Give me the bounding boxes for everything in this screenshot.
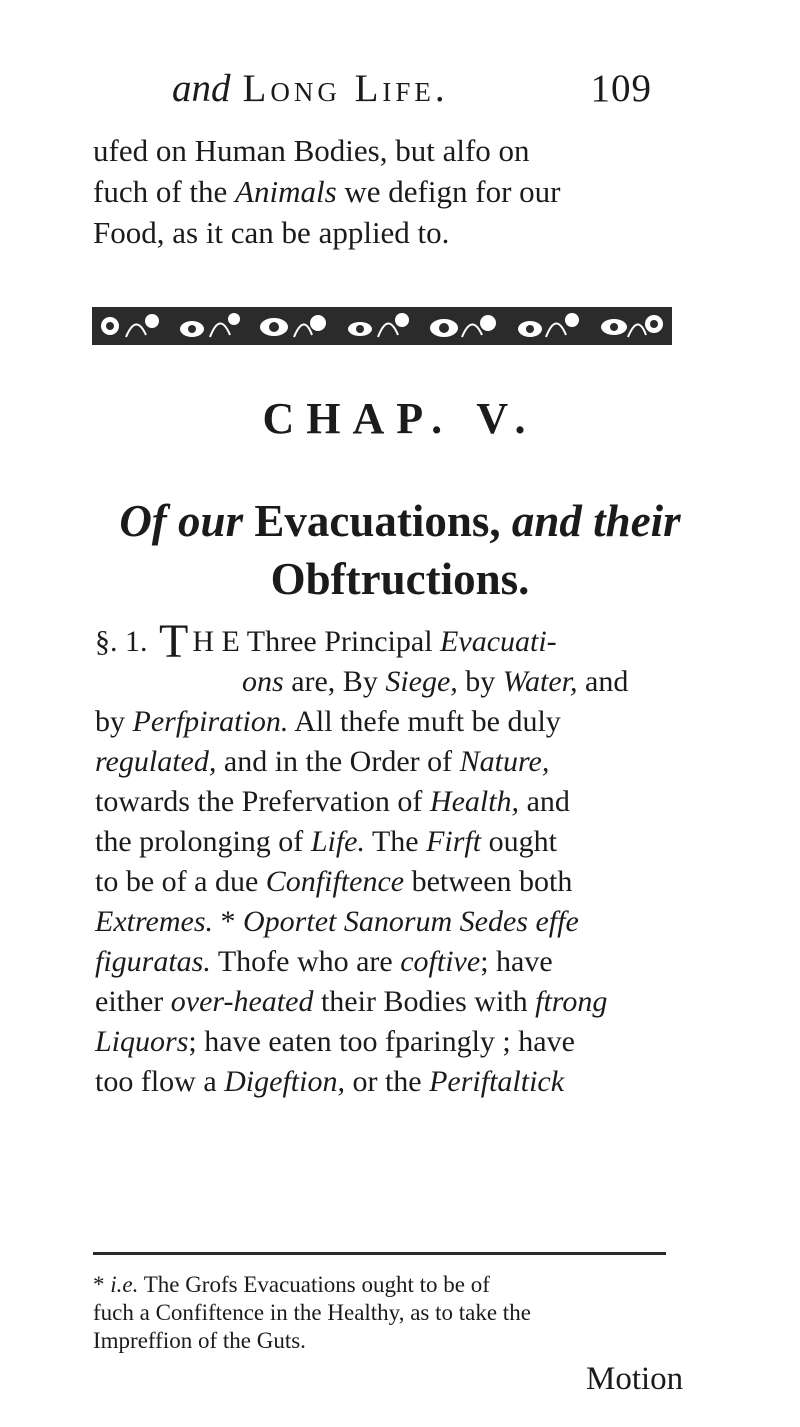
italic-run: Animals (235, 174, 337, 209)
italic-run: over-heated (170, 985, 314, 1018)
text-line (95, 862, 675, 902)
decorative-band-ornament-icon (92, 307, 672, 345)
text-run: ought (481, 825, 557, 858)
drop-cap: T (159, 615, 189, 668)
body-paragraph (95, 615, 675, 1102)
running-head (172, 66, 652, 114)
text-run: ufed on Human Bodies, but alfo on (93, 133, 530, 168)
text-line (95, 822, 675, 862)
text-line (95, 702, 675, 742)
text-line (95, 742, 675, 782)
chapter-title-line (0, 492, 800, 550)
text-run: and in the Order of (216, 745, 460, 778)
footnote-marker: * (93, 1272, 111, 1297)
text-run: ; have eaten too fparingly ; have (188, 1025, 575, 1058)
footnote (93, 1271, 673, 1355)
footnote-line (93, 1299, 673, 1327)
catchword: Motion (586, 1361, 684, 1397)
italic-run: Liquors (95, 1025, 189, 1058)
text-run: between both (404, 865, 573, 898)
text-run: towards the Prefervation of (95, 785, 430, 818)
italic-run: Perfpiration. (132, 705, 289, 738)
text-line (93, 130, 658, 171)
italic-run: i.e. (110, 1272, 139, 1297)
text-run: the prolonging of (95, 825, 311, 858)
text-run: ; have (480, 945, 553, 978)
chapter-title (0, 492, 800, 608)
chapter-heading: CHAP. V. (262, 394, 538, 443)
italic-run: Siege, (385, 665, 458, 698)
running-head-italic: and (172, 67, 231, 110)
text-run: by (95, 705, 133, 738)
text-run: to be of a due (95, 865, 266, 898)
text-run: are, By (283, 665, 386, 698)
running-head-title: Long Life. (242, 67, 449, 110)
italic-run: ftrong (535, 985, 608, 1018)
intro-paragraph (93, 130, 658, 253)
italic-run: Confiftence (265, 865, 405, 898)
text-run: and (577, 665, 629, 698)
italic-run: Evacuati- (440, 625, 557, 658)
footnote-line (93, 1327, 673, 1355)
text-run: their Bodies with (313, 985, 536, 1018)
italic-run: Nature, (459, 745, 550, 778)
italic-run: coftive (400, 945, 481, 978)
text-line (93, 171, 658, 212)
text-run: Evacuations, (243, 496, 512, 546)
text-run: we defign for our (336, 174, 561, 209)
text-line (95, 982, 675, 1022)
text-run: and (519, 785, 570, 818)
text-line (95, 662, 675, 702)
text-run: All thefe muft be duly (288, 705, 561, 738)
italic-run: our (178, 496, 244, 546)
text-run: or the (344, 1065, 430, 1098)
footnote-line (93, 1271, 673, 1299)
italic-run: Oportet Sanorum Sedes effe (243, 905, 579, 938)
text-line (95, 782, 675, 822)
text-line (95, 1022, 675, 1062)
italic-run: Digeftion, (224, 1065, 345, 1098)
text-run: Thofe who are (210, 945, 401, 978)
italic-run: figuratas. (95, 945, 211, 978)
text-line (95, 902, 675, 942)
text-run: either (95, 985, 171, 1018)
text-line (95, 1062, 675, 1102)
text-run: by (457, 665, 503, 698)
text-run: too flow a (95, 1065, 225, 1098)
italic-run: Life. (310, 825, 365, 858)
text-run: Impreffion of the Guts. (93, 1328, 306, 1353)
italic-run: ons (242, 665, 284, 698)
footnote-divider (93, 1252, 666, 1255)
text-run: fuch of the (93, 174, 236, 209)
text-line (95, 615, 675, 668)
page-number: 109 (590, 67, 652, 110)
italic-run: regulated, (95, 745, 217, 778)
text-run: * (213, 905, 244, 938)
text-run: The (364, 825, 427, 858)
section-mark: §. 1. (95, 625, 155, 658)
italic-run: Of (119, 496, 167, 546)
text-run: The Grofs Evacuations ought to be of (138, 1272, 490, 1297)
italic-run: Health, (429, 785, 520, 818)
chapter-title-line: Obftructions. (270, 554, 530, 604)
text-line (93, 212, 658, 253)
italic-run: Periftaltick (429, 1065, 565, 1098)
italic-run: Firft (426, 825, 482, 858)
text-run: H E Three Principal (192, 625, 441, 658)
italic-run: Extremes. (95, 905, 214, 938)
italic-run: Water, (502, 665, 578, 698)
text-run (167, 496, 178, 546)
text-run: Food, as it can be applied to. (93, 215, 450, 250)
italic-run: and their (511, 496, 681, 546)
text-run: fuch a Confiftence in the Healthy, as to take the (93, 1300, 531, 1325)
text-line (95, 942, 675, 982)
